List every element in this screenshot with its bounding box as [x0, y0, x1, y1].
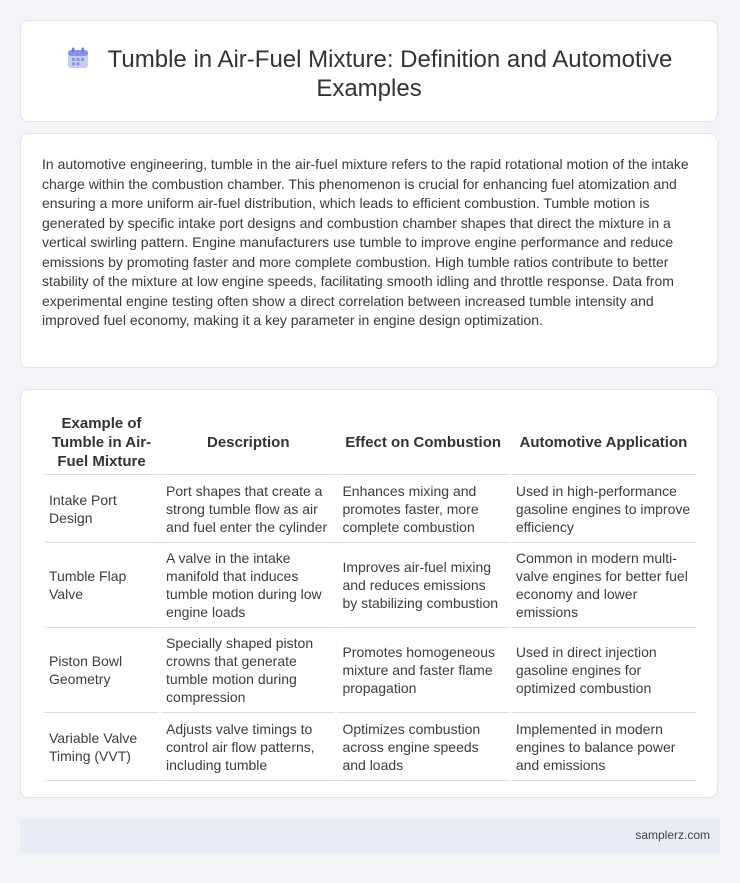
table-cell-application: Used in high-performance gasoline engines to improve efficiency [511, 475, 696, 543]
table-cell-effect: Promotes homogeneous mixture and faster flame propagation [337, 628, 508, 713]
table-row [44, 543, 696, 628]
table-row [44, 628, 696, 713]
table-cell-example: Piston Bowl Geometry [44, 628, 159, 713]
table-card [20, 389, 718, 798]
examples-table [42, 410, 698, 781]
table-cell-example: Variable Valve Timing (VVT) [44, 713, 159, 781]
table-cell-application: Implemented in modern engines to balance power and emissions [511, 713, 696, 781]
table-cell-description: Specially shaped piston crowns that generate tumble motion during compression [161, 628, 335, 713]
table-row [44, 713, 696, 781]
footer-bar [20, 819, 720, 853]
table-cell-effect: Optimizes combustion across engine speeds and loads [337, 713, 508, 781]
title-card [20, 20, 718, 122]
column-header-description: Description [161, 410, 335, 475]
footer-site-link[interactable]: samplerz.com [635, 828, 710, 842]
table-cell-description: Adjusts valve timings to control air flow patterns, including tumble [161, 713, 335, 781]
calendar-icon [66, 46, 90, 70]
table-cell-application: Used in direct injection gasoline engines for optimized combustion [511, 628, 696, 713]
intro-card [20, 133, 718, 368]
table-cell-example: Intake Port Design [44, 475, 159, 543]
table-cell-description: A valve in the intake manifold that induces tumble motion during low engine loads [161, 543, 335, 628]
column-header-example: Example of Tumble in Air-Fuel Mixture [44, 410, 159, 475]
table-cell-application: Common in modern multi-valve engines for better fuel economy and lower emissions [511, 543, 696, 628]
title-text: Tumble in Air-Fuel Mixture: Definition and Automotive Examples [107, 46, 673, 102]
table-header-row [44, 410, 696, 475]
table-cell-effect: Improves air-fuel mixing and reduces emissions by stabilizing combustion [337, 543, 508, 628]
intro-paragraph: In automotive engineering, tumble in the air-fuel mixture refers to the rapid rotational motion of the intake charge within the combustion chamber. This phenomenon is crucial for enhancing fuel atomization and ensuring a more uniform air-fuel distribution, which leads to efficient combustion. Tumble motion is generated by specific intake port designs and combustion chamber shapes that direct the mixture in a vertical swirling pattern. Engine manufacturers use tumble to improve engine performance and reduce emissions by promoting faster and more complete combustion. High tumble ratios contribute to better stability of the mixture at low engine speeds, facilitating smooth idling and throttle response. Data from experimental engine testing often show a direct correlation between increased tumble intensity and improved fuel economy, making it a key parameter in engine design optimization. [42, 156, 689, 328]
table-cell-example: Tumble Flap Valve [44, 543, 159, 628]
table-row [44, 475, 696, 543]
table-cell-description: Port shapes that create a strong tumble flow as air and fuel enter the cylinder [161, 475, 335, 543]
column-header-effect: Effect on Combustion [337, 410, 508, 475]
column-header-application: Automotive Application [511, 410, 696, 475]
page-title [21, 45, 717, 103]
table-cell-effect: Enhances mixing and promotes faster, more complete combustion [337, 475, 508, 543]
